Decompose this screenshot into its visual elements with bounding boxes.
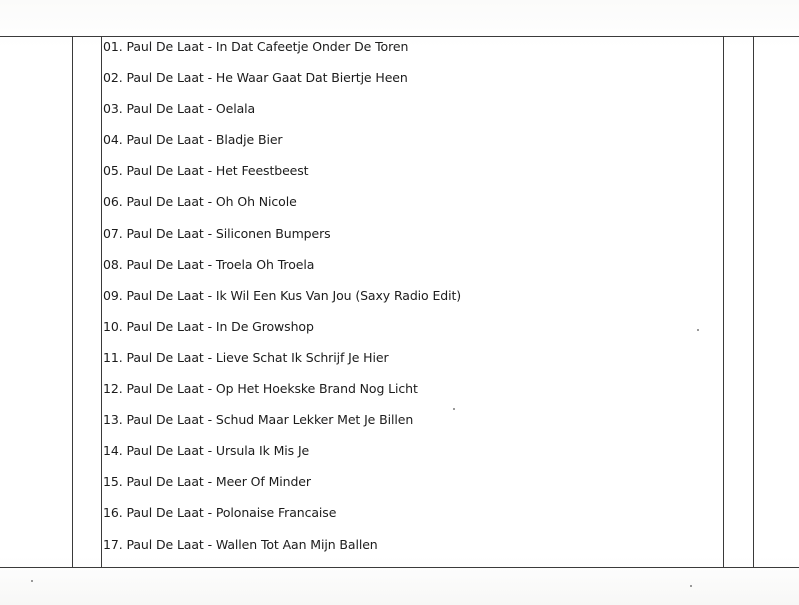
table-column-divider-left-inner [101, 36, 102, 568]
table-bottom-border [0, 567, 799, 568]
table-column-divider-right-outer [753, 36, 754, 568]
scan-speck [453, 408, 455, 410]
track-list-item: 17. Paul De Laat - Wallen Tot Aan Mijn Ballen [103, 536, 378, 552]
track-list-item: 15. Paul De Laat - Meer Of Minder [103, 474, 311, 490]
track-list-item: 04. Paul De Laat - Bladje Bier [103, 132, 283, 148]
table-top-border [0, 36, 799, 37]
track-list-item: 08. Paul De Laat - Troela Oh Troela [103, 256, 315, 272]
track-list-item: 16. Paul De Laat - Polonaise Francaise [103, 505, 337, 521]
track-list-item: 10. Paul De Laat - In De Growshop [103, 318, 314, 334]
track-list-item: 07. Paul De Laat - Siliconen Bumpers [103, 225, 331, 241]
track-list-item: 13. Paul De Laat - Schud Maar Lekker Met Je Billen [103, 412, 414, 428]
table-column-divider-right-inner [723, 36, 724, 568]
track-list-item: 06. Paul De Laat - Oh Oh Nicole [103, 194, 297, 210]
track-list-item: 14. Paul De Laat - Ursula Ik Mis Je [103, 443, 310, 459]
track-list-item: 12. Paul De Laat - Op Het Hoekske Brand Nog Licht [103, 381, 418, 397]
track-list-item: 03. Paul De Laat - Oelala [103, 101, 256, 117]
track-list [103, 38, 723, 567]
scan-speck [690, 585, 692, 587]
track-list-item: 11. Paul De Laat - Lieve Schat Ik Schrijf Je Hier [103, 349, 389, 365]
track-list-item: 05. Paul De Laat - Het Feestbeest [103, 163, 309, 179]
track-list-item: 01. Paul De Laat - In Dat Cafeetje Onder De Toren [103, 39, 409, 54]
track-list-item: 02. Paul De Laat - He Waar Gaat Dat Biertje Heen [103, 70, 408, 86]
scan-speck [31, 580, 33, 582]
scan-speck [697, 329, 699, 331]
table-column-divider-left-outer [72, 36, 73, 568]
track-list-item: 09. Paul De Laat - Ik Wil Een Kus Van Jou (Saxy Radio Edit) [103, 287, 462, 303]
